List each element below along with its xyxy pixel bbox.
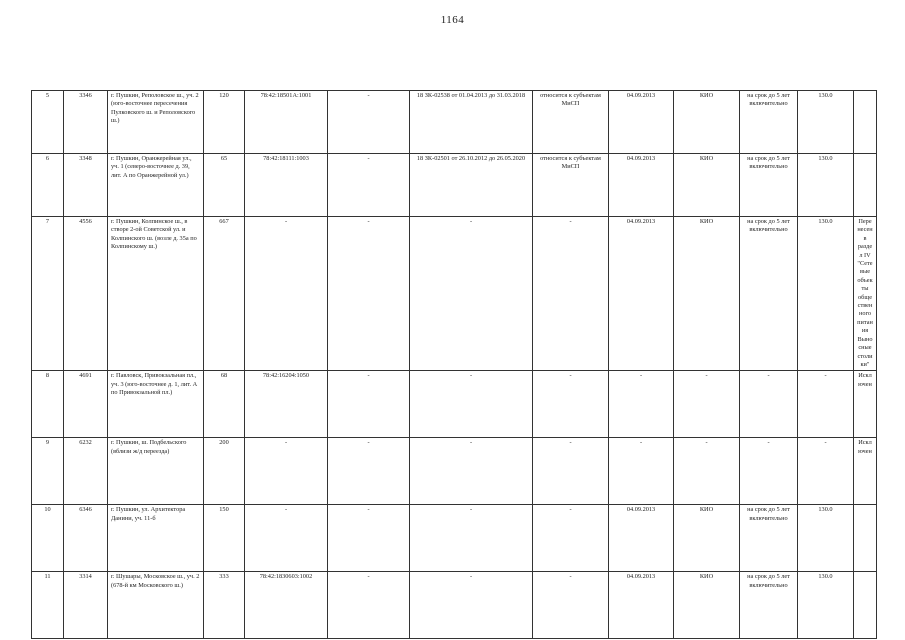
column-5-cell: - <box>328 154 410 217</box>
row-number: 5 <box>32 91 64 154</box>
price-cell: 130.0 <box>798 217 854 371</box>
column-5-cell: - <box>328 572 410 639</box>
table-row <box>32 154 877 217</box>
object-id: 3346 <box>64 91 108 154</box>
term-cell: - <box>740 371 798 438</box>
area-cell: 200 <box>204 438 245 505</box>
table-row <box>32 91 877 154</box>
area-cell: 65 <box>204 154 245 217</box>
permit-cell: - <box>410 438 533 505</box>
organization-cell: - <box>674 438 740 505</box>
term-cell: на срок до 5 лет включительно <box>740 505 798 572</box>
row-number: 7 <box>32 217 64 371</box>
subject-cell: - <box>533 505 609 572</box>
page-number: 1164 <box>440 14 465 26</box>
price-cell: - <box>798 438 854 505</box>
address-cell: г. Пушкин, ш. Подбельского (вблизи ж/д переезда) <box>108 438 204 505</box>
price-cell: 130.0 <box>798 572 854 639</box>
cadastral-cell: 78:42:18501А:1001 <box>245 91 328 154</box>
term-cell: на срок до 5 лет включительно <box>740 154 798 217</box>
table-row <box>32 217 877 371</box>
date-cell: - <box>609 371 674 438</box>
price-cell: - <box>798 371 854 438</box>
permit-cell: - <box>410 371 533 438</box>
address-cell: г. Пушкин, ул. Архитектора Данини, уч. 11-б <box>108 505 204 572</box>
address-cell: г. Пушкин, Колпинское ш., в створе 2-ой Советской ул. и Колпинского ш. (возле д. 35а по Колпинскому ш.) <box>108 217 204 371</box>
column-5-cell: - <box>328 438 410 505</box>
note-cell: Исключен <box>854 438 877 505</box>
column-5-cell: - <box>328 505 410 572</box>
term-cell: на срок до 5 лет включительно <box>740 572 798 639</box>
organization-cell: КИО <box>674 217 740 371</box>
price-cell: 130.0 <box>798 91 854 154</box>
registry-table <box>31 90 877 639</box>
table-row <box>32 505 877 572</box>
cadastral-cell: - <box>245 505 328 572</box>
row-number: 9 <box>32 438 64 505</box>
organization-cell: КИО <box>674 572 740 639</box>
subject-cell: относится к субъектам МиСП <box>533 91 609 154</box>
table-row <box>32 371 877 438</box>
table-row <box>32 572 877 639</box>
term-cell: на срок до 5 лет включительно <box>740 91 798 154</box>
area-cell: 667 <box>204 217 245 371</box>
permit-cell: 18 ЗК-02501 от 26.10.2012 до 26.05.2020 <box>410 154 533 217</box>
permit-cell: - <box>410 572 533 639</box>
address-cell: г. Пушкин, Оранжерейная ул., уч. 1 (северо-восточнее д. 39, лит. А по Оранжерейной ул.) <box>108 154 204 217</box>
price-cell: 130.0 <box>798 154 854 217</box>
note-cell: Перенесен в раздел IV "Сетевые объекты общественного питания Выносные столики" <box>854 217 877 371</box>
permit-cell: - <box>410 217 533 371</box>
date-cell: 04.09.2013 <box>609 154 674 217</box>
price-cell: 130.0 <box>798 505 854 572</box>
object-id: 3348 <box>64 154 108 217</box>
row-number: 11 <box>32 572 64 639</box>
column-5-cell: - <box>328 371 410 438</box>
area-cell: 68 <box>204 371 245 438</box>
date-cell: 04.09.2013 <box>609 217 674 371</box>
note-cell <box>854 505 877 572</box>
subject-cell: относится к субъектам МиСП <box>533 154 609 217</box>
subject-cell: - <box>533 217 609 371</box>
column-5-cell: - <box>328 91 410 154</box>
date-cell: - <box>609 438 674 505</box>
note-cell <box>854 91 877 154</box>
note-cell <box>854 154 877 217</box>
cadastral-cell: 78:42:1830603:1002 <box>245 572 328 639</box>
cadastral-cell: 78:42:18111:1003 <box>245 154 328 217</box>
area-cell: 333 <box>204 572 245 639</box>
area-cell: 150 <box>204 505 245 572</box>
area-cell: 120 <box>204 91 245 154</box>
organization-cell: КИО <box>674 91 740 154</box>
permit-cell: 18 ЗК-02538 от 01.04.2013 до 31.03.2018 <box>410 91 533 154</box>
subject-cell: - <box>533 438 609 505</box>
date-cell: 04.09.2013 <box>609 505 674 572</box>
note-cell: Исключен <box>854 371 877 438</box>
organization-cell: КИО <box>674 505 740 572</box>
object-id: 4691 <box>64 371 108 438</box>
column-5-cell: - <box>328 217 410 371</box>
object-id: 6346 <box>64 505 108 572</box>
date-cell: 04.09.2013 <box>609 572 674 639</box>
subject-cell: - <box>533 371 609 438</box>
address-cell: г. Павловск, Привокзальная пл., уч. 3 (юго-восточнее д. 1, лит. А по Привокзальной пл.) <box>108 371 204 438</box>
cadastral-cell: - <box>245 438 328 505</box>
permit-cell: - <box>410 505 533 572</box>
subject-cell: - <box>533 572 609 639</box>
row-number: 8 <box>32 371 64 438</box>
cadastral-cell: - <box>245 217 328 371</box>
object-id: 3314 <box>64 572 108 639</box>
note-cell <box>854 572 877 639</box>
object-id: 6232 <box>64 438 108 505</box>
term-cell: на срок до 5 лет включительно <box>740 217 798 371</box>
row-number: 10 <box>32 505 64 572</box>
cadastral-cell: 78:42:16204:1050 <box>245 371 328 438</box>
organization-cell: КИО <box>674 154 740 217</box>
object-id: 4556 <box>64 217 108 371</box>
row-number: 6 <box>32 154 64 217</box>
organization-cell: - <box>674 371 740 438</box>
address-cell: г. Пушкин, Реполовское ш., уч. 2 (юго-восточнее пересечения Пулковского ш. и Реполовского ш.) <box>108 91 204 154</box>
term-cell: - <box>740 438 798 505</box>
date-cell: 04.09.2013 <box>609 91 674 154</box>
table-row <box>32 438 877 505</box>
address-cell: г. Шушары, Московское ш., уч. 2 (678-й км Московского ш.) <box>108 572 204 639</box>
